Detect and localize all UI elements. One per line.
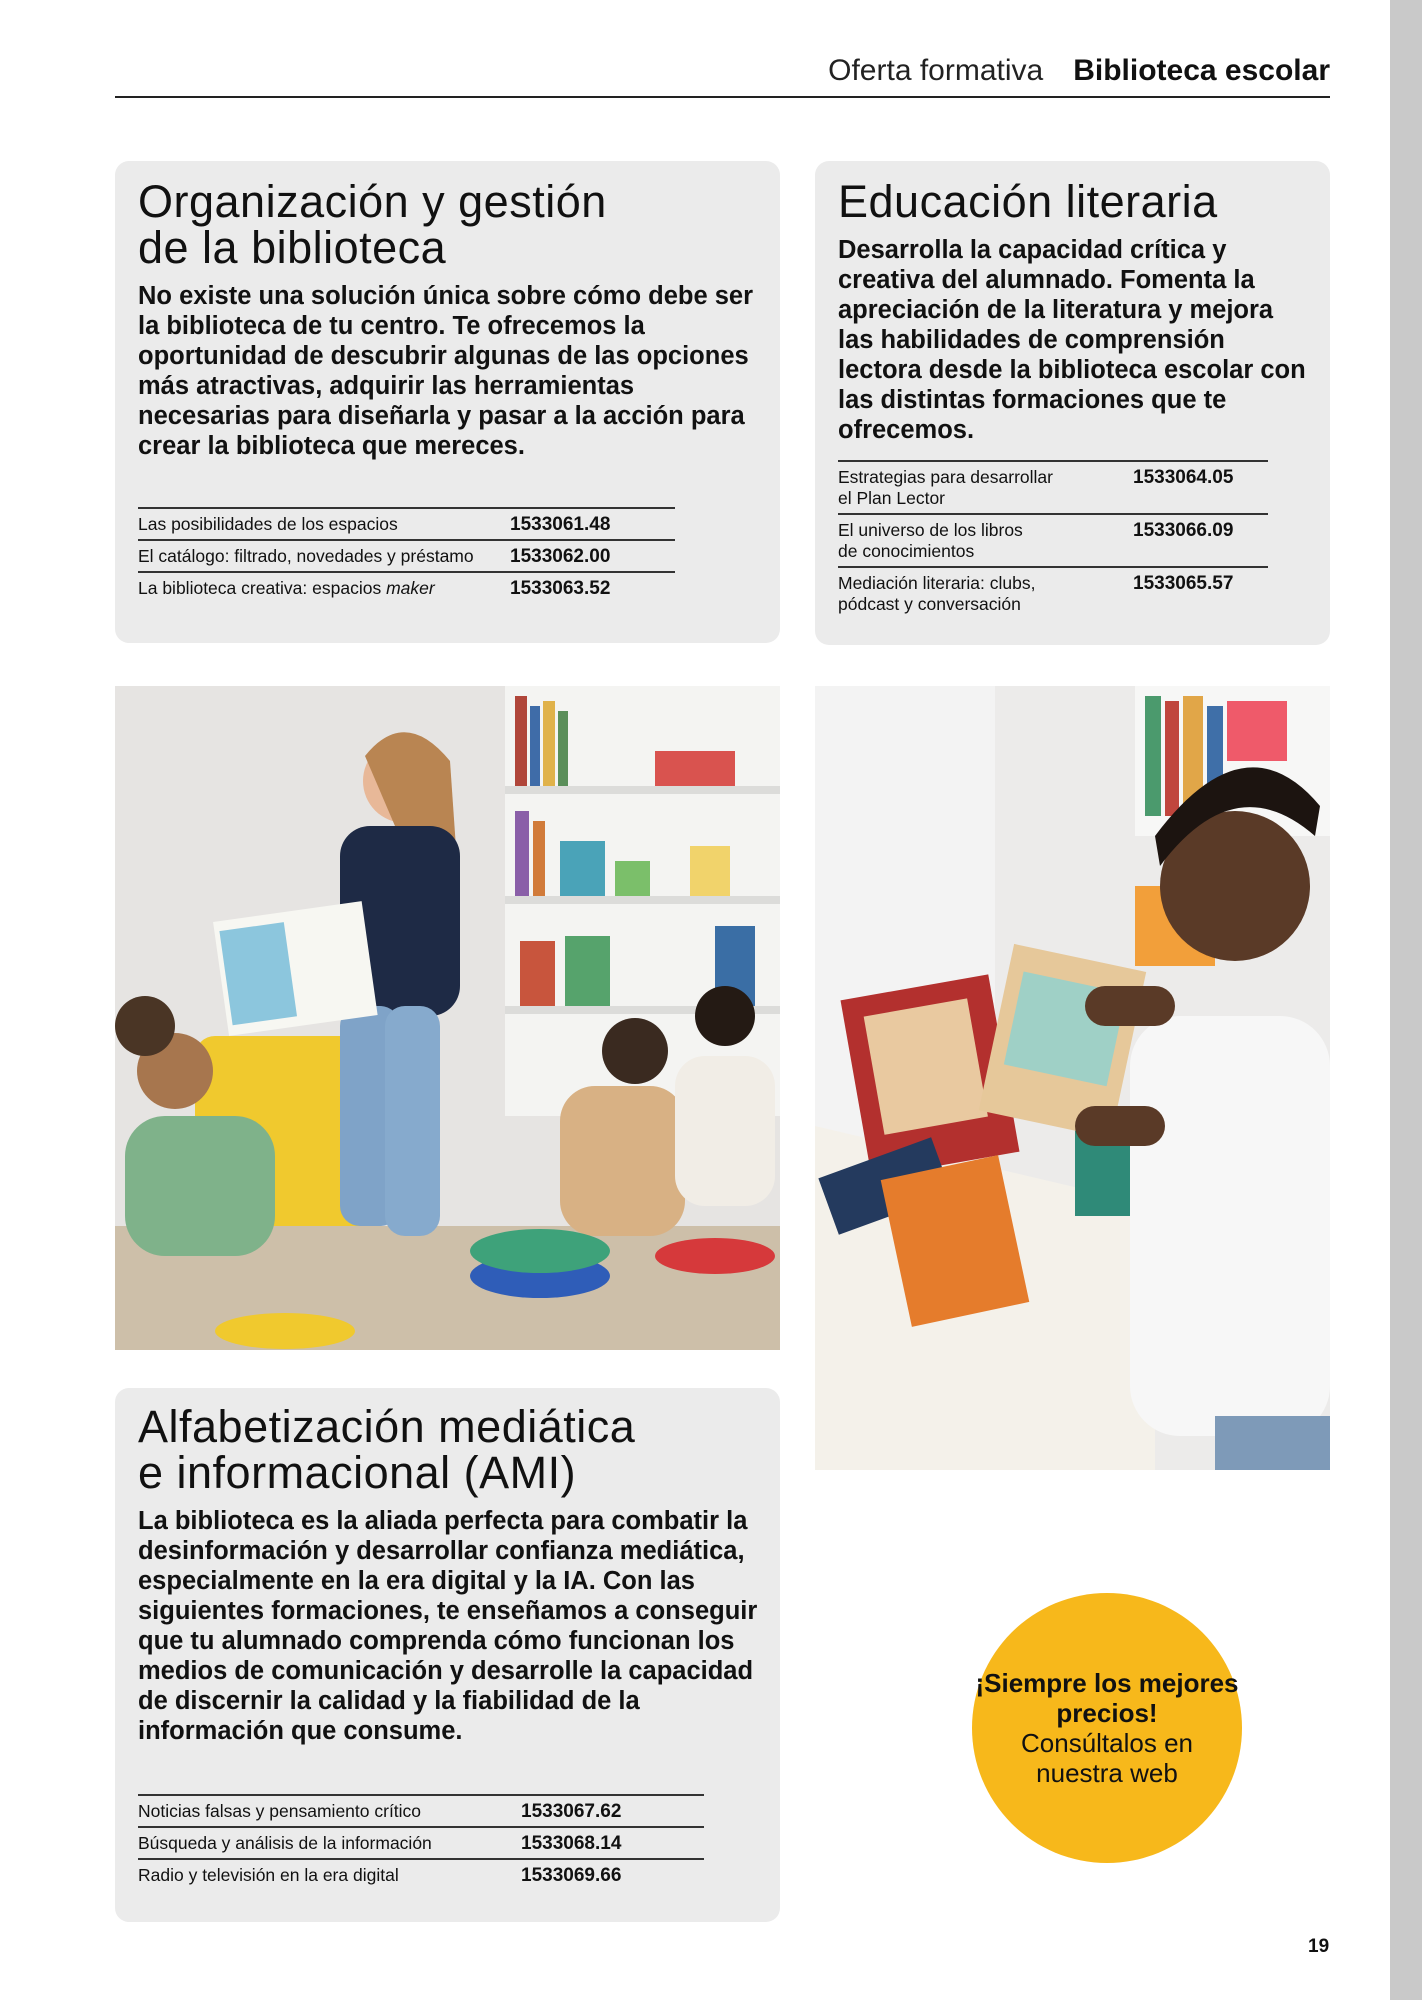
- photo-illustration: [115, 686, 780, 1350]
- title-line-1: Alfabetización mediática: [138, 1401, 636, 1452]
- promo-headline: ¡Siempre los mejores precios!: [975, 1668, 1239, 1728]
- course-name: Radio y televisión en la era digital: [138, 1859, 521, 1890]
- course-name: Búsqueda y análisis de la información: [138, 1827, 521, 1859]
- course-code: 1533069.66: [521, 1859, 704, 1890]
- course-name-line-2: pódcast y conversación: [838, 594, 1021, 614]
- course-code: 1533061.48: [510, 508, 675, 540]
- course-code: 1533066.09: [1133, 514, 1268, 567]
- table-row: [138, 1859, 704, 1890]
- table-row: [838, 461, 1268, 514]
- course-name: [838, 567, 1133, 619]
- table-row: [138, 508, 675, 540]
- card-organizacion: [115, 161, 780, 643]
- table-row: [138, 1827, 704, 1859]
- course-name: Las posibilidades de los espacios: [138, 508, 510, 540]
- course-name-line-2: de conocimientos: [838, 541, 975, 561]
- course-code: 1533068.14: [521, 1827, 704, 1859]
- header-section: Oferta formativa: [828, 54, 1044, 87]
- card-title: Educación literaria: [838, 176, 1218, 227]
- course-name-prefix: La biblioteca creativa: espacios: [138, 578, 387, 598]
- course-code: 1533064.05: [1133, 461, 1268, 514]
- page-number: 19: [1308, 1936, 1330, 1957]
- card-description: No existe una solución única sobre cómo debe ser la biblioteca de tu centro. Te ofrecemos la oportunidad de descubrir algunas de las opciones más atractivas, adquirir las herramientas necesarias para diseñarla y pasar a la acción para crear la biblioteca que mereces.: [138, 282, 754, 460]
- promo-subtext: Consúltalos en nuestra web: [1021, 1728, 1193, 1788]
- title-line-1: Organización y gestión: [138, 176, 607, 227]
- page-edge-strip: [1390, 0, 1422, 2000]
- card-title: [138, 1401, 758, 1498]
- title-line-2: e informacional (AMI): [138, 1447, 577, 1498]
- course-table: [138, 507, 675, 603]
- course-name-line-1: El universo de los libros: [838, 520, 1023, 540]
- card-description: La biblioteca es la aliada perfecta para combatir la desinformación y desarrollar confianza mediática, especialmente en la era digital y la IA. Con las siguientes formaciones, te enseñamos a conseguir que tu alumnado comprenda cómo funcionan los medios de comunicación y desarrolle la capacidad de discernir la calidad y la fiabilidad de la información que consume.: [138, 1507, 758, 1745]
- header-title: Biblioteca escolar: [1073, 54, 1330, 87]
- card-ami: [115, 1388, 780, 1922]
- table-row: [138, 1795, 704, 1827]
- table-row: [138, 572, 675, 603]
- course-name: [138, 572, 510, 603]
- card-title: [138, 176, 758, 273]
- course-name: Noticias falsas y pensamiento crítico: [138, 1795, 521, 1827]
- card-description: Desarrolla la capacidad crítica y creativa del alumnado. Fomenta la apreciación de la literatura y mejora las habilidades de comprensión lectora desde la biblioteca escolar con las distintas formaciones que te ofrecemos.: [838, 236, 1306, 444]
- course-name: [838, 461, 1133, 514]
- course-table: [838, 460, 1268, 619]
- course-code: 1533063.52: [510, 572, 675, 603]
- course-table: [138, 1794, 704, 1890]
- photo-child-books: [815, 686, 1330, 1470]
- course-code: 1533062.00: [510, 540, 675, 572]
- course-name-line-1: Mediación literaria: clubs,: [838, 573, 1036, 593]
- course-code: 1533065.57: [1133, 567, 1268, 619]
- card-educacion-literaria: [815, 161, 1330, 645]
- title-line-2: de la biblioteca: [138, 222, 447, 273]
- course-code: 1533067.62: [521, 1795, 704, 1827]
- table-row: [138, 540, 675, 572]
- photo-illustration: [815, 686, 1330, 1470]
- promo-badge: [972, 1593, 1242, 1863]
- course-name-italic: maker: [386, 578, 435, 598]
- course-name-line-1: Estrategias para desarrollar: [838, 467, 1053, 487]
- course-name: El catálogo: filtrado, novedades y préstamo: [138, 540, 510, 572]
- page-header: [115, 48, 1330, 98]
- photo-teacher-reading: [115, 686, 780, 1350]
- table-row: [838, 514, 1268, 567]
- course-name: [838, 514, 1133, 567]
- table-row: [838, 567, 1268, 619]
- course-name-line-2: el Plan Lector: [838, 488, 946, 508]
